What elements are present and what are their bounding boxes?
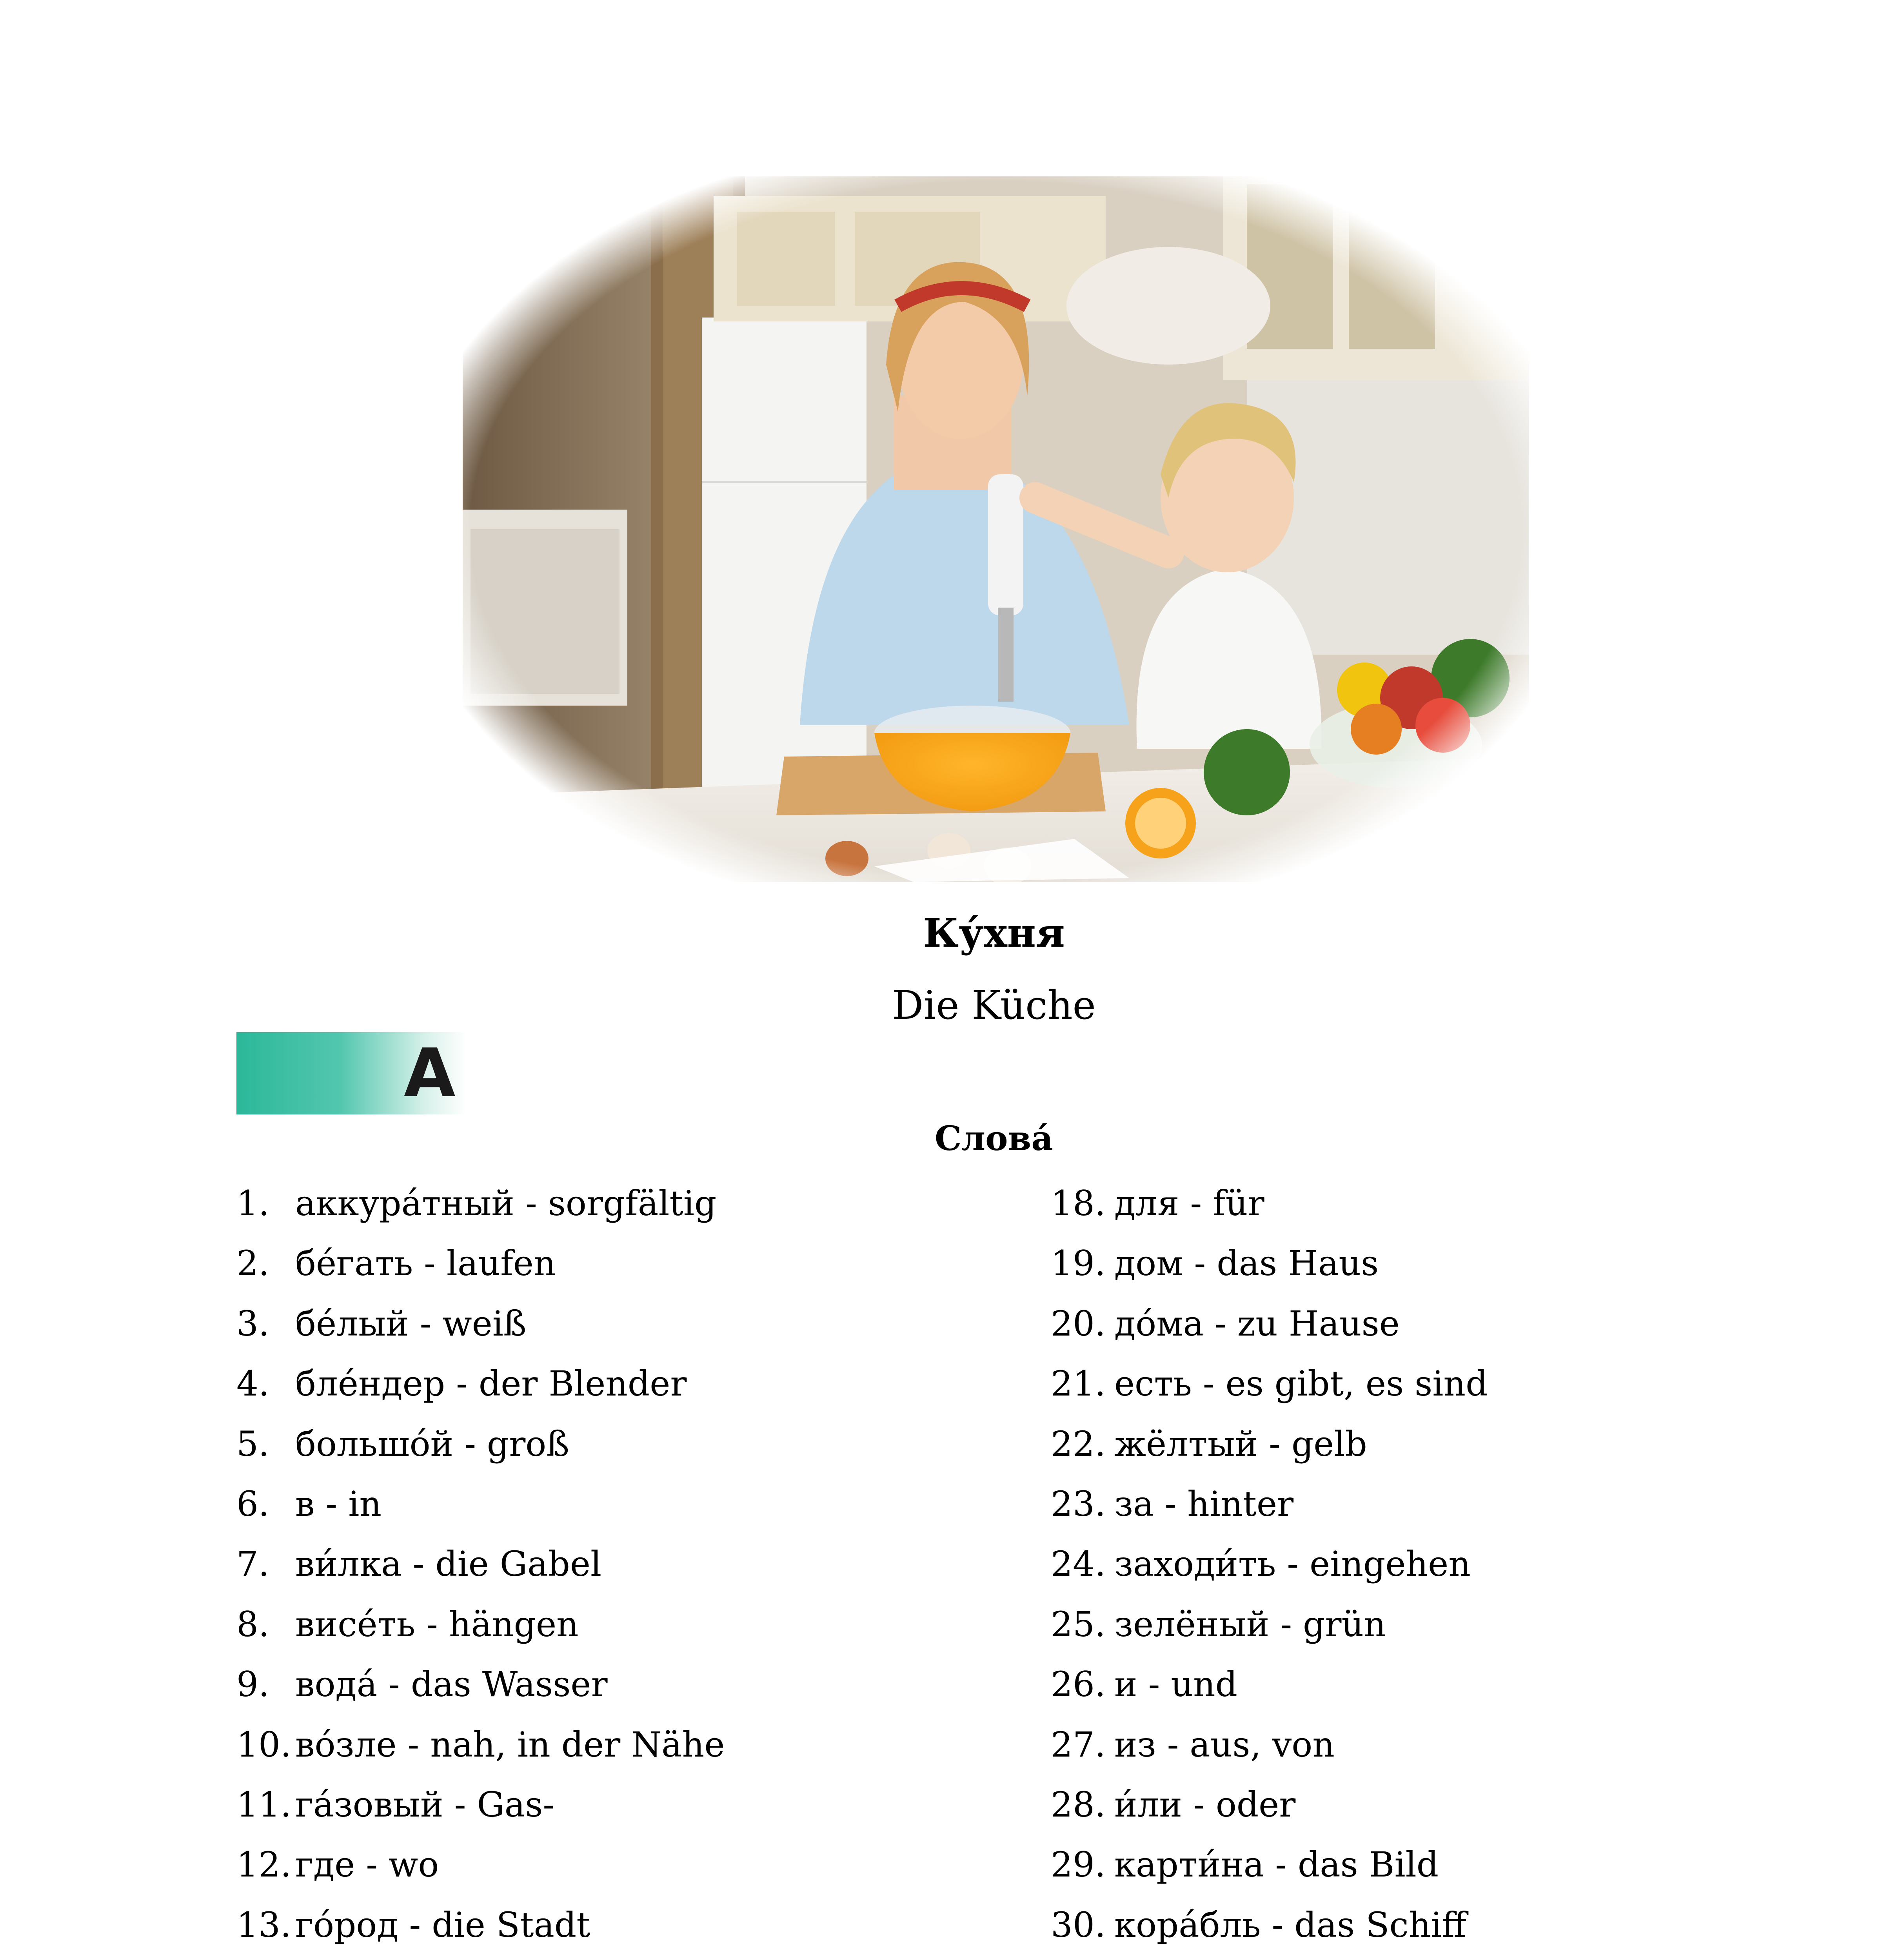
vocabulary-item — [1051, 1481, 1835, 1541]
item-text: жёлтый - gelb — [1114, 1423, 1367, 1464]
item-text: аккура́тный - sorgfältig — [295, 1183, 717, 1223]
item-text: и́ли - oder — [1114, 1784, 1296, 1825]
item-number: 23. — [1051, 1483, 1106, 1524]
vocabulary-item — [236, 1902, 1021, 1960]
item-text: га́зовый - Gas- — [295, 1784, 555, 1825]
item-text: во́зле - nah, in der Nähe — [295, 1724, 725, 1765]
vocabulary-item — [236, 1721, 1021, 1781]
item-number: 27. — [1051, 1724, 1106, 1765]
item-text: карти́на - das Bild — [1114, 1844, 1439, 1885]
item-number: 11. — [236, 1784, 291, 1825]
item-text: есть - es gibt, es sind — [1114, 1363, 1488, 1404]
item-number: 1. — [236, 1183, 269, 1223]
item-number: 24. — [1051, 1544, 1106, 1584]
item-number: 21. — [1051, 1363, 1106, 1404]
item-number: 6. — [236, 1483, 269, 1524]
vocabulary-item — [236, 1240, 1021, 1300]
vocabulary-item — [236, 1661, 1021, 1721]
item-text: висе́ть - hängen — [295, 1604, 579, 1644]
vocabulary-item — [1051, 1601, 1835, 1661]
vocabulary-item — [236, 1421, 1021, 1481]
item-text: заходи́ть - eingehen — [1114, 1544, 1471, 1584]
item-text: зелёный - grün — [1114, 1604, 1386, 1644]
item-number: 28. — [1051, 1784, 1106, 1825]
item-number: 7. — [236, 1544, 269, 1584]
item-number: 26. — [1051, 1664, 1106, 1705]
item-text: бе́лый - weiß — [295, 1303, 527, 1344]
item-number: 8. — [236, 1604, 269, 1644]
vocabulary-item — [1051, 1360, 1835, 1420]
vocabulary-item — [1051, 1902, 1835, 1960]
vocabulary-item — [1051, 1180, 1835, 1240]
item-text: ви́лка - die Gabel — [295, 1544, 602, 1584]
item-number: 29. — [1051, 1844, 1106, 1885]
item-text: где - wo — [295, 1844, 439, 1885]
item-text: большо́й - groß — [295, 1423, 570, 1464]
item-number: 4. — [236, 1363, 269, 1404]
vocabulary-item — [1051, 1541, 1835, 1601]
item-text: до́ма - zu Hause — [1114, 1303, 1400, 1344]
vocabulary-heading: Слова́ — [935, 1119, 1053, 1158]
item-number: 20. — [1051, 1303, 1106, 1344]
item-number: 30. — [1051, 1904, 1106, 1945]
item-number: 3. — [236, 1303, 269, 1344]
vocabulary-list-right — [1051, 1180, 1835, 1960]
vocabulary-item — [236, 1541, 1021, 1601]
item-number: 5. — [236, 1423, 269, 1464]
kitchen-photo — [463, 176, 1529, 882]
item-text: бле́ндер - der Blender — [295, 1363, 687, 1404]
vocabulary-item — [1051, 1300, 1835, 1360]
vocabulary-item — [236, 1841, 1021, 1901]
item-number: 22. — [1051, 1423, 1106, 1464]
item-number: 2. — [236, 1243, 269, 1284]
item-number: 13. — [236, 1904, 291, 1945]
item-text: дом - das Haus — [1114, 1243, 1379, 1284]
vocabulary-item — [1051, 1661, 1835, 1721]
vocabulary-list-left — [236, 1180, 1021, 1960]
vocabulary-item — [1051, 1421, 1835, 1481]
vocabulary-item — [1051, 1240, 1835, 1300]
vocabulary-item — [236, 1601, 1021, 1661]
item-text: за - hinter — [1114, 1483, 1294, 1524]
chapter-title-german: Die Küche — [892, 982, 1096, 1028]
item-text: вода́ - das Wasser — [295, 1664, 608, 1705]
item-text: бе́гать - laufen — [295, 1243, 556, 1284]
vocabulary-item — [236, 1360, 1021, 1420]
item-text: го́род - die Stadt — [295, 1904, 590, 1945]
item-number: 25. — [1051, 1604, 1106, 1644]
vocabulary-item — [1051, 1781, 1835, 1841]
item-number: 9. — [236, 1664, 269, 1705]
item-text: для - für — [1114, 1183, 1264, 1223]
item-text: в - in — [295, 1483, 382, 1524]
item-number: 12. — [236, 1844, 291, 1885]
vocabulary-item — [1051, 1721, 1835, 1781]
section-badge-letter: A — [404, 1034, 456, 1112]
vocabulary-item — [236, 1180, 1021, 1240]
vocabulary-item — [236, 1300, 1021, 1360]
item-text: из - aus, von — [1114, 1724, 1335, 1765]
item-number: 19. — [1051, 1243, 1106, 1284]
vocabulary-item — [236, 1481, 1021, 1541]
item-text: кора́бль - das Schiff — [1114, 1904, 1467, 1945]
item-number: 18. — [1051, 1183, 1106, 1223]
vocabulary-item — [1051, 1841, 1835, 1901]
item-number: 10. — [236, 1724, 291, 1765]
item-text: и - und — [1114, 1664, 1237, 1705]
vocabulary-item — [236, 1781, 1021, 1841]
chapter-title-russian: Ку́хня — [923, 910, 1065, 956]
